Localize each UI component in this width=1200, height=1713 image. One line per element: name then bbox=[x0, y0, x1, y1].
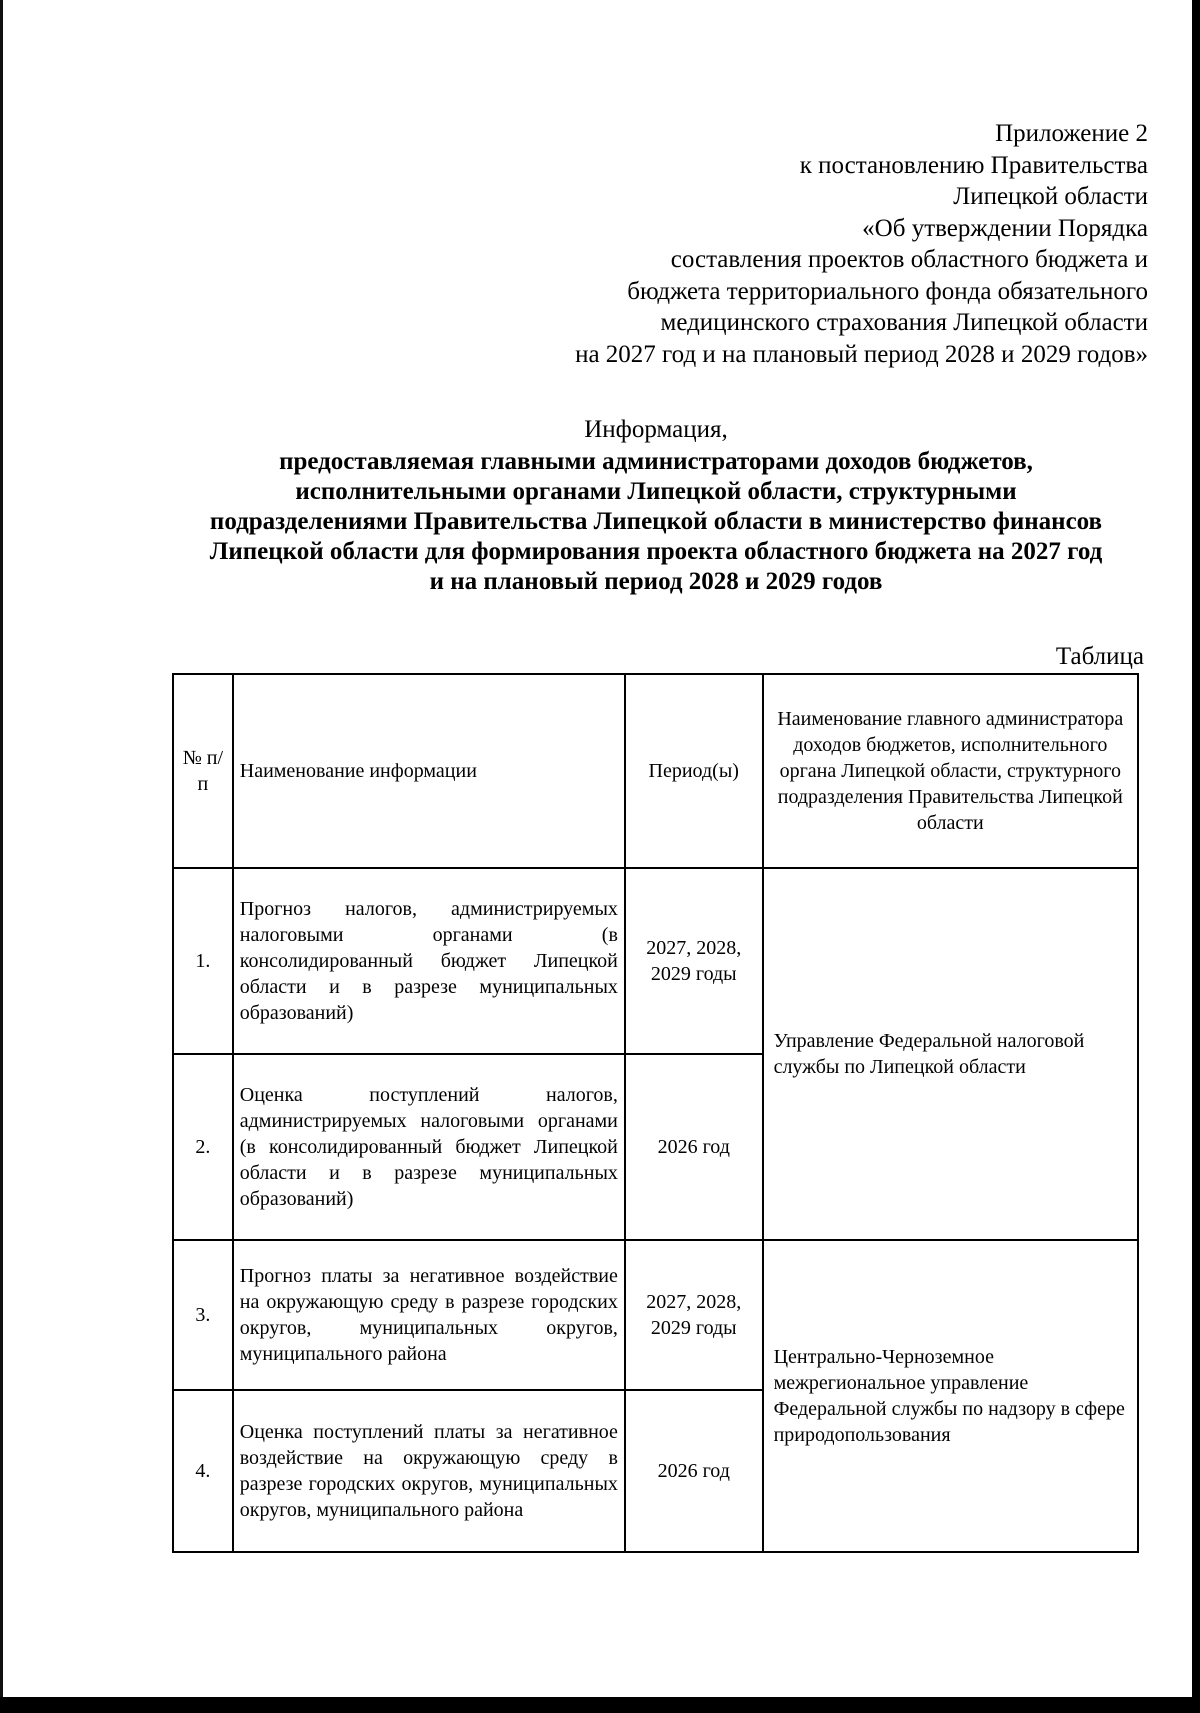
row-info: Прогноз налогов, администрируемых налоговыми органами (в консолидированный бюджет Липецкой области и в разрезе муниципальных образований) bbox=[233, 868, 625, 1054]
table-row bbox=[173, 868, 1138, 1054]
appendix-line: медицинского страхования Липецкой области bbox=[660, 309, 1148, 336]
scan-edge-left bbox=[0, 0, 3, 1713]
title-main: Информация, bbox=[584, 416, 728, 443]
header-info: Наименование информации bbox=[233, 674, 625, 868]
row-info: Оценка поступлений налогов, администрируемых налоговыми органами (в консолидированный бюджет Липецкой области и в разрезе муниципальных образований) bbox=[233, 1054, 625, 1240]
row-period: 2026 год bbox=[625, 1054, 763, 1240]
header-num: № п/п bbox=[173, 674, 233, 868]
appendix-line: к постановлению Правительства bbox=[799, 151, 1148, 179]
title-line: Липецкой области для формирования проекта областного бюджета на 2027 год bbox=[209, 538, 1103, 565]
title-line: и на плановый период 2028 и 2029 годов bbox=[429, 568, 883, 595]
appendix-header bbox=[388, 118, 1148, 370]
document-title bbox=[170, 415, 1142, 597]
row-num: 3. bbox=[173, 1240, 233, 1390]
table-header-row bbox=[173, 674, 1138, 868]
title-line: подразделениями Правительства Липецкой области в министерство финансов bbox=[209, 508, 1103, 535]
row-num: 1. bbox=[173, 868, 233, 1054]
header-admin: Наименование главного администратора доходов бюджетов, исполнительного органа Липецкой области, структурного подразделения Правительства Липецкой области bbox=[763, 674, 1138, 868]
table-row bbox=[173, 1240, 1138, 1390]
title-line: исполнительными органами Липецкой области, структурными bbox=[295, 478, 1017, 505]
appendix-line: Приложение 2 bbox=[995, 120, 1148, 147]
appendix-line: бюджета территориального фонда обязательного bbox=[627, 277, 1148, 305]
header-period: Период(ы) bbox=[625, 674, 763, 868]
appendix-line: составления проектов областного бюджета и bbox=[670, 246, 1148, 273]
information-table bbox=[172, 673, 1139, 1553]
row-info: Прогноз платы за негативное воздействие на окружающую среду в разрезе городских округов, муниципальных округов, муниципального района bbox=[233, 1240, 625, 1390]
title-line: предоставляемая главными администраторами доходов бюджетов, bbox=[279, 448, 1033, 475]
row-num: 2. bbox=[173, 1054, 233, 1240]
scan-edge-right bbox=[1192, 0, 1200, 1713]
row-admin: Управление Федеральной налоговой службы по Липецкой области bbox=[763, 868, 1138, 1240]
row-period: 2027, 2028, 2029 годы bbox=[625, 868, 763, 1054]
appendix-line: Липецкой области bbox=[953, 183, 1148, 210]
row-admin: Центрально-Черноземное межрегиональное управление Федеральной службы по надзору в сфере природопользования bbox=[763, 1240, 1138, 1552]
scan-edge-bottom bbox=[0, 1697, 1200, 1713]
appendix-line: на 2027 год и на плановый период 2028 и 2029 годов» bbox=[575, 340, 1148, 368]
row-info: Оценка поступлений платы за негативное воздействие на окружающую среду в разрезе городских округов, муниципальных округов, муниципального района bbox=[233, 1390, 625, 1552]
table-label: Таблица bbox=[1055, 643, 1144, 670]
row-period: 2027, 2028, 2029 годы bbox=[625, 1240, 763, 1390]
row-num: 4. bbox=[173, 1390, 233, 1552]
appendix-line: «Об утверждении Порядка bbox=[862, 214, 1148, 242]
row-period: 2026 год bbox=[625, 1390, 763, 1552]
